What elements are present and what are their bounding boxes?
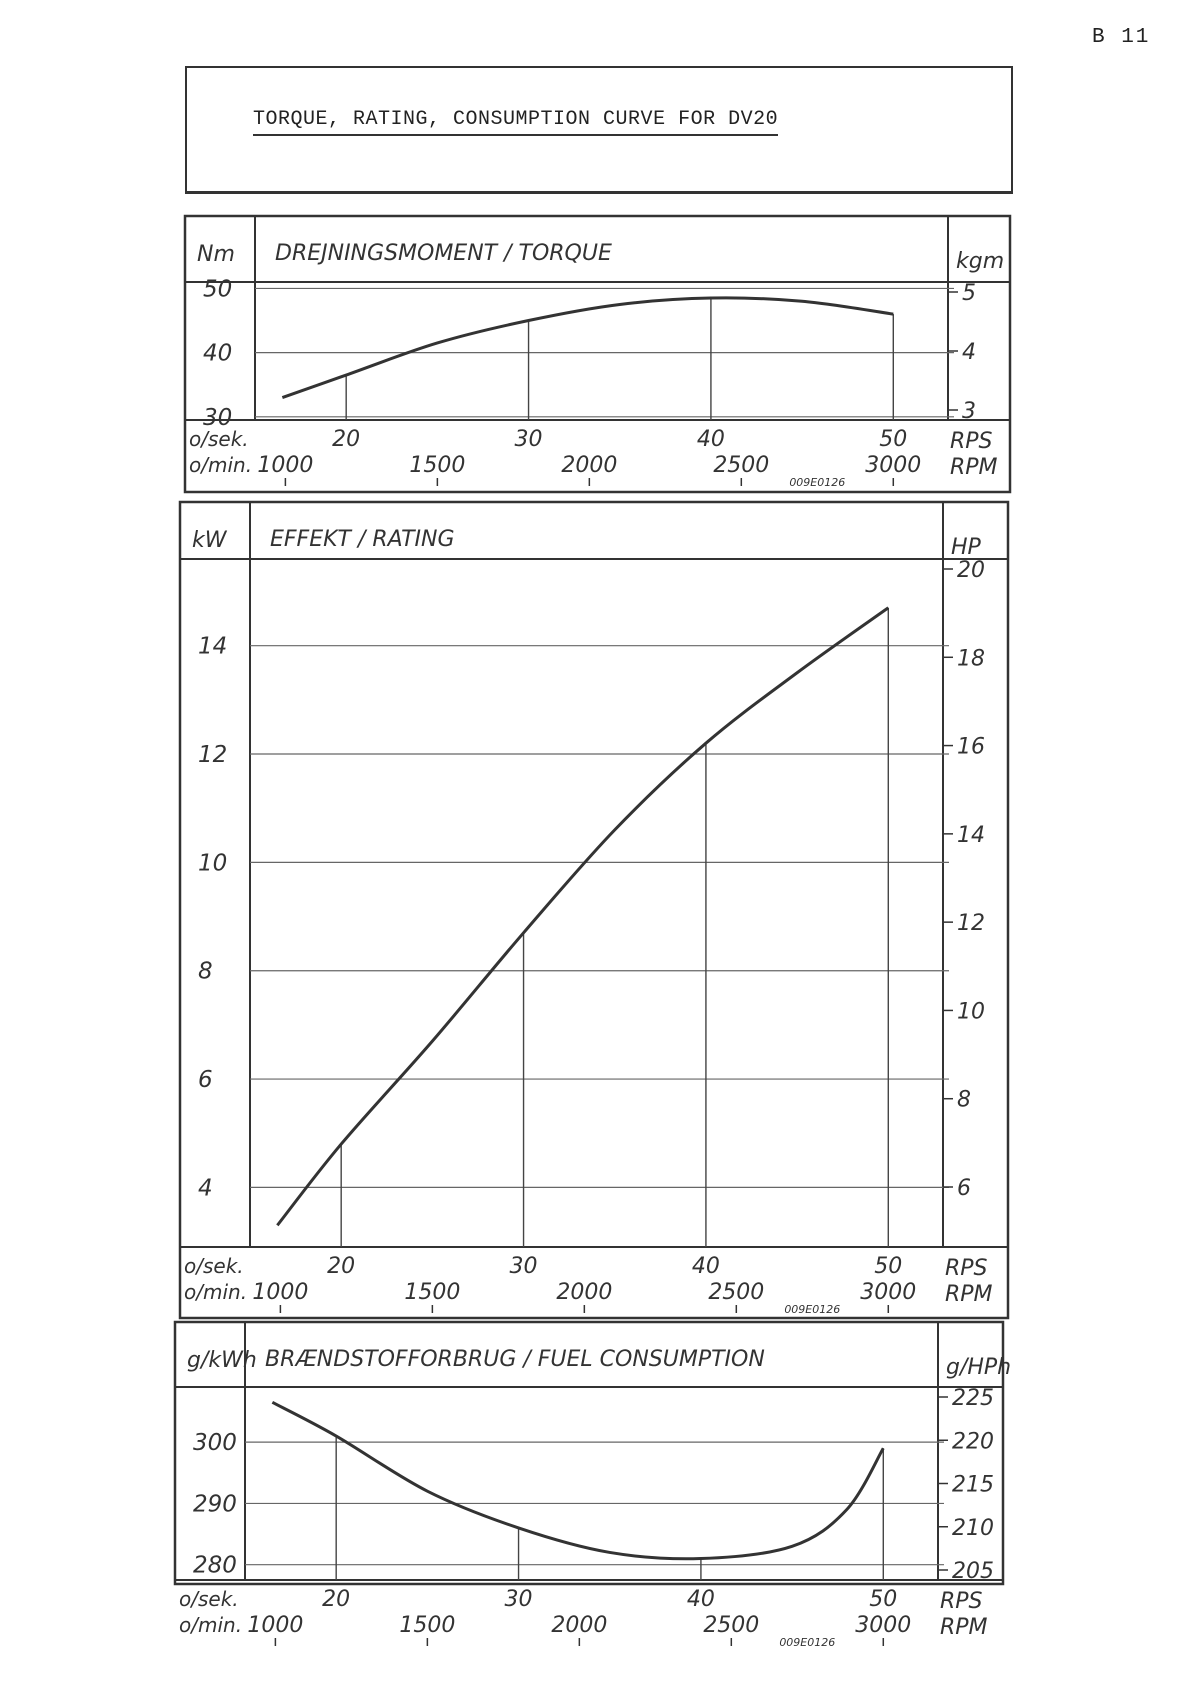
x-rps-tick-label: 40 bbox=[691, 1254, 720, 1279]
y2-tick-label: 205 bbox=[952, 1559, 994, 1584]
y2-tick-label: 18 bbox=[957, 646, 985, 672]
x-rps-tick-label: 20 bbox=[322, 1587, 351, 1612]
chart-title: BRÆNDSTOFFORBRUG / FUEL CONSUMPTION bbox=[265, 1347, 765, 1372]
y-tick-label: 14 bbox=[198, 633, 228, 660]
y2-tick-label: 8 bbox=[957, 1087, 971, 1113]
chart-title: EFFEKT / RATING bbox=[270, 527, 455, 552]
x-rpm-tick-label: 2000 bbox=[551, 1613, 608, 1638]
x-rps-tick-label: 50 bbox=[879, 427, 908, 452]
y2-tick-label: 20 bbox=[957, 558, 985, 583]
y-tick-label: 6 bbox=[198, 1067, 213, 1094]
y2-tick-label: 4 bbox=[962, 340, 976, 365]
x-rps-tick-label: 50 bbox=[869, 1587, 898, 1612]
drawing-code: 009E0126 bbox=[784, 1303, 841, 1316]
x-rps-tick-label: 20 bbox=[327, 1254, 356, 1279]
x-rps-tick-label: 50 bbox=[874, 1254, 903, 1279]
y2-tick-label: 10 bbox=[957, 999, 985, 1025]
y2-unit-label: HP bbox=[951, 535, 981, 560]
y-tick-label: 30 bbox=[203, 404, 233, 431]
y-tick-label: 40 bbox=[203, 340, 233, 367]
y2-tick-label: 14 bbox=[957, 822, 985, 848]
x-rps-label: o/sek. bbox=[184, 1254, 244, 1278]
x-rpm-tick-label: 2500 bbox=[703, 1613, 760, 1638]
y-tick-label: 12 bbox=[198, 742, 228, 769]
y2-tick-label: 5 bbox=[962, 281, 976, 306]
panel-frame bbox=[180, 502, 1008, 1318]
y2-tick-label: 225 bbox=[952, 1386, 994, 1411]
x-rpm-label: o/min. bbox=[189, 453, 253, 477]
y-unit-label: Nm bbox=[197, 242, 235, 267]
x-rpm-tick-label: 1000 bbox=[247, 1613, 304, 1638]
x-rpm-tick-label: 3000 bbox=[865, 453, 922, 478]
y2-tick-label: 215 bbox=[952, 1472, 994, 1498]
x-rpm-label: o/min. bbox=[184, 1280, 248, 1304]
y-tick-label: 300 bbox=[193, 1430, 237, 1457]
page-number: B 11 bbox=[1092, 26, 1151, 49]
y-tick-label: 280 bbox=[193, 1552, 237, 1579]
y2-tick-label: 210 bbox=[952, 1515, 994, 1541]
page-title: TORQUE, RATING, CONSUMPTION CURVE FOR DV20 bbox=[253, 108, 778, 136]
x-rpm-tick-label: 2000 bbox=[561, 453, 618, 478]
series-line bbox=[282, 298, 893, 398]
x-rpm-tick-label: 2000 bbox=[556, 1280, 613, 1305]
y-unit-label: g/kWh bbox=[187, 1348, 257, 1373]
x-rpm-tick-label: 3000 bbox=[860, 1280, 917, 1305]
y-tick-label: 4 bbox=[198, 1175, 213, 1202]
x-rps-tick-label: 20 bbox=[332, 427, 361, 452]
x-rpm-unit: RPM bbox=[940, 1615, 988, 1640]
x-rps-unit: RPS bbox=[940, 1589, 983, 1614]
x-rps-label: o/sek. bbox=[179, 1587, 239, 1611]
chart-title: DREJNINGSMOMENT / TORQUE bbox=[275, 241, 612, 266]
y2-unit-label: kgm bbox=[956, 249, 1005, 274]
x-rps-label: o/sek. bbox=[189, 427, 249, 451]
x-rps-tick-label: 40 bbox=[696, 427, 725, 452]
y-tick-label: 10 bbox=[198, 850, 228, 877]
x-rpm-tick-label: 1500 bbox=[399, 1613, 456, 1638]
x-rps-tick-label: 30 bbox=[509, 1254, 538, 1279]
x-rpm-tick-label: 3000 bbox=[855, 1613, 912, 1638]
x-rpm-tick-label: 2500 bbox=[713, 453, 770, 478]
x-rpm-unit: RPM bbox=[945, 1282, 993, 1307]
x-rps-tick-label: 40 bbox=[686, 1587, 715, 1612]
y-tick-label: 8 bbox=[198, 958, 213, 985]
y2-tick-label: 16 bbox=[957, 734, 985, 760]
y-unit-label: kW bbox=[192, 528, 227, 553]
y-tick-label: 290 bbox=[193, 1491, 237, 1518]
x-rps-tick-label: 30 bbox=[514, 427, 543, 452]
x-rps-unit: RPS bbox=[945, 1256, 988, 1281]
x-rpm-tick-label: 2500 bbox=[708, 1280, 765, 1305]
chart-panel-2 bbox=[180, 502, 1008, 1318]
x-rps-tick-label: 30 bbox=[504, 1587, 533, 1612]
y-tick-label: 50 bbox=[203, 276, 233, 303]
drawing-code: 009E0126 bbox=[779, 1636, 836, 1649]
x-rpm-tick-label: 1500 bbox=[409, 453, 466, 478]
y2-tick-label: 6 bbox=[957, 1176, 971, 1201]
y2-unit-label: g/HPh bbox=[946, 1355, 1012, 1380]
x-rpm-label: o/min. bbox=[179, 1613, 243, 1637]
series-line bbox=[272, 1402, 883, 1558]
x-rpm-tick-label: 1000 bbox=[257, 453, 314, 478]
x-rps-unit: RPS bbox=[950, 429, 993, 454]
y2-tick-label: 3 bbox=[962, 399, 976, 424]
y2-tick-label: 220 bbox=[952, 1429, 994, 1455]
x-rpm-unit: RPM bbox=[950, 455, 998, 480]
y2-tick-label: 12 bbox=[957, 911, 985, 937]
x-rpm-tick-label: 1000 bbox=[252, 1280, 309, 1305]
drawing-code: 009E0126 bbox=[789, 476, 846, 489]
series-line bbox=[277, 608, 888, 1226]
x-rpm-tick-label: 1500 bbox=[404, 1280, 461, 1305]
